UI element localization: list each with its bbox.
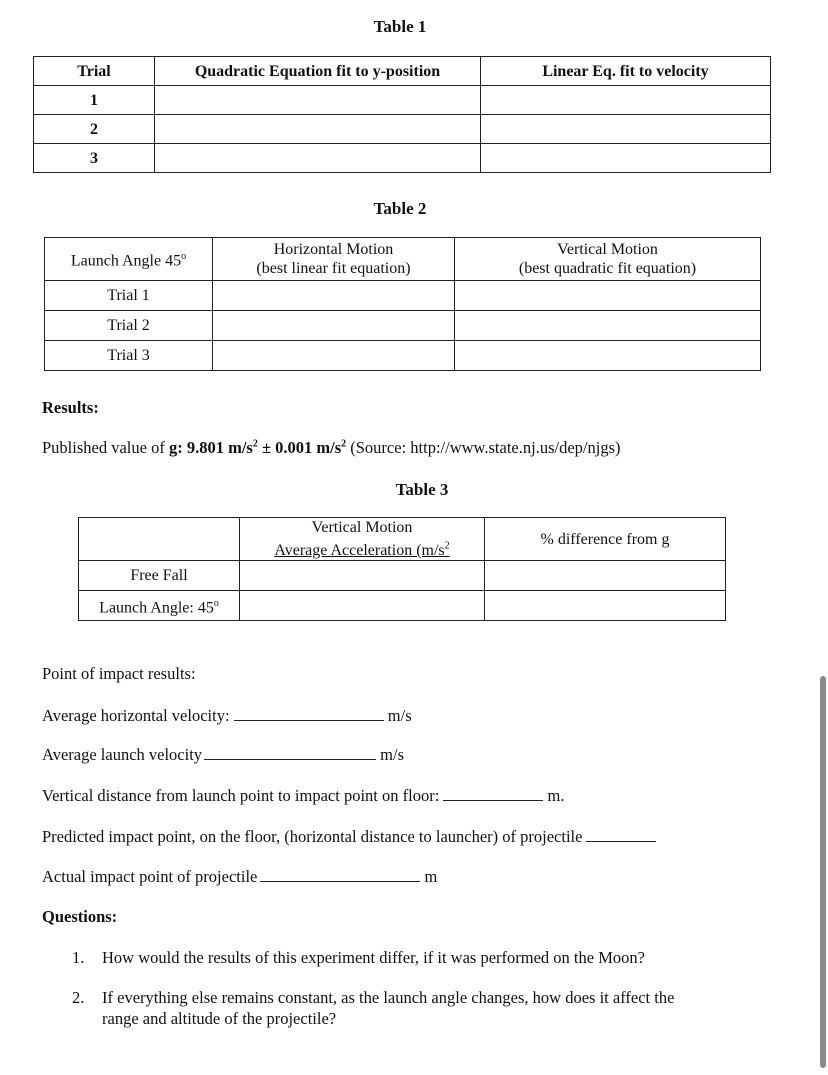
table2-trial-label: Trial 3 [45,341,213,371]
table1 [33,56,771,173]
avg-launch-velocity-line: Average launch velocity m/s [42,745,405,764]
table2-trial-label: Trial 2 [45,311,213,341]
table3-row-label: Free Fall [79,561,240,591]
questions-heading: Questions: [42,907,118,926]
table3-cell[interactable] [240,591,485,621]
table3-header-difference: % difference from g [485,518,726,561]
table2-header-horizontal: Horizontal Motion (best linear fit equation) [213,238,455,281]
impact-heading: Point of impact results: [42,664,196,683]
table2-cell[interactable] [455,341,761,371]
table2-header-vertical: Vertical Motion (best quadratic fit equation) [455,238,761,281]
table-row [34,144,771,173]
table3-cell[interactable] [485,591,726,621]
table1-trial-number: 1 [34,86,155,115]
table1-cell[interactable] [155,115,481,144]
table-row [45,341,761,371]
vertical-distance-line: Vertical distance from launch point to impact point on floor: m. [42,786,565,805]
table-row [45,281,761,311]
predicted-impact-line: Predicted impact point, on the floor, (horizontal distance to launcher) of projectile [42,827,656,847]
questions-list [72,947,675,1029]
list-item: 1. How would the results of this experiment differ, if it was performed on the Moon? [72,948,645,967]
table1-header-quadratic: Quadratic Equation fit to y-position [155,57,481,86]
vertical-distance-blank[interactable] [443,786,543,801]
table2-cell[interactable] [213,341,455,371]
table2-corner-label: Launch Angle 45$^o$ [45,238,213,281]
table2-header-row [45,238,761,281]
list-item: 2. If everything else remains constant, as the launch angle changes, how does it affect the range and altitude of the projectile? [72,988,675,1028]
avg-launch-velocity-blank[interactable] [204,745,376,760]
table-row [79,561,726,591]
table2-cell[interactable] [455,281,761,311]
table1-header-row [34,57,771,86]
published-value-line: Published value of g: 9.801 $m/s^2 \pm 0.001$ $m/s^2$ (Source: http://www.state.nj.us/dep/njgs) [42,438,621,457]
table2-trial-label: Trial 1 [45,281,213,311]
table-row [34,115,771,144]
table1-trial-number: 3 [34,144,155,173]
table2-cell[interactable] [213,281,455,311]
table3-row-label: Launch Angle: 45$^o$ [79,591,240,621]
table1-trial-number: 2 [34,115,155,144]
avg-horizontal-velocity-line: Average horizontal velocity: m/s [42,706,412,725]
table-row [79,591,726,621]
table1-caption: Table 1 [373,17,427,36]
table2-cell[interactable] [455,311,761,341]
table1-header-trial: Trial [34,57,155,86]
table1-cell[interactable] [155,86,481,115]
actual-impact-blank[interactable] [260,867,420,882]
table-row [34,86,771,115]
table3-cell[interactable] [485,561,726,591]
table2-cell[interactable] [213,311,455,341]
table-row [45,311,761,341]
table3-header-vertical: Vertical Motion Average Acceleration ($m/s^2$ [240,518,485,561]
results-heading: Results: [42,398,99,417]
table3-caption: Table 3 [395,480,449,499]
predicted-impact-blank[interactable] [586,827,656,842]
table3-corner [79,518,240,561]
scrollbar[interactable] [820,676,826,1068]
table2 [44,237,761,371]
actual-impact-line: Actual impact point of projectile m [42,867,438,886]
table1-cell[interactable] [481,86,771,115]
table1-cell[interactable] [481,144,771,173]
table3-cell[interactable] [240,561,485,591]
avg-horizontal-velocity-blank[interactable] [234,706,384,721]
table1-header-linear: Linear Eq. fit to velocity [481,57,771,86]
table1-cell[interactable] [481,115,771,144]
table2-caption: Table 2 [373,199,427,218]
table3-header-row [79,518,726,561]
table3 [78,517,726,621]
table1-cell[interactable] [155,144,481,173]
